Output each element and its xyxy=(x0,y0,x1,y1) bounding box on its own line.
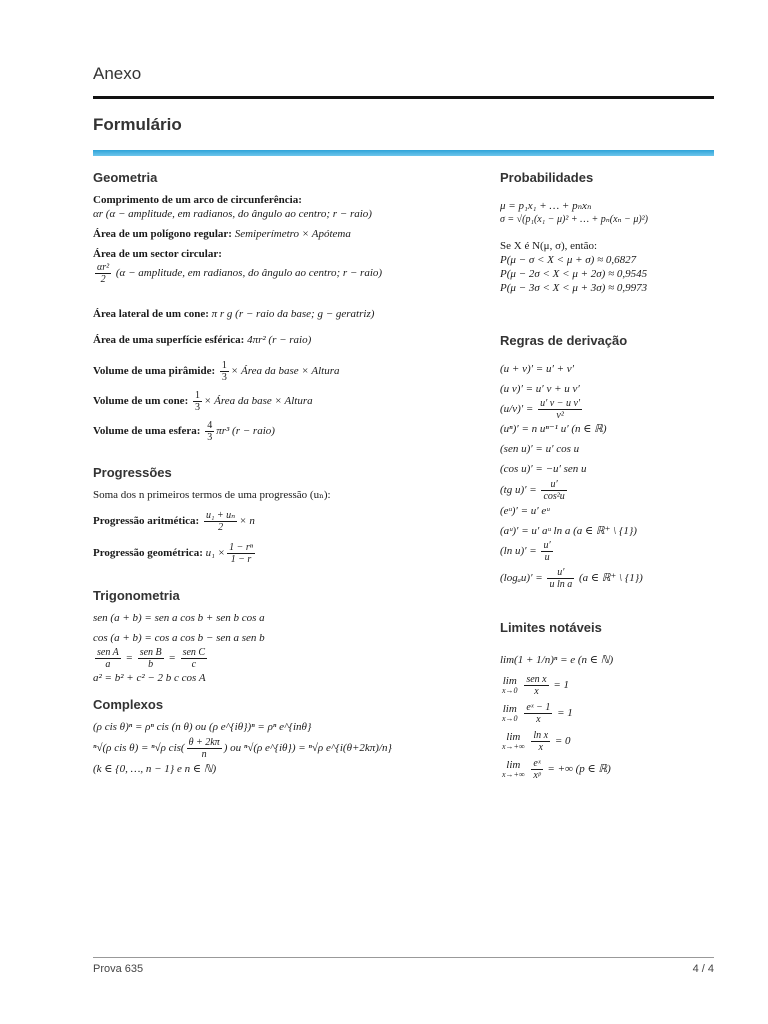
section-derivacao xyxy=(500,333,714,592)
limit-e: lim(1 + 1/n)ⁿ = e (n ∈ ℕ) xyxy=(500,654,614,666)
deriv-ln: (ln u)′ = $\frac{u'}{u}$ xyxy=(500,539,551,563)
deriv-quotient: (u/v)′ = $\frac{\text{u′ v − u v′}}{\text{v²}}$ xyxy=(500,397,581,421)
geom-progression: Progressão geométrica: u₁ × $\frac{\text{1 − rⁿ}}{1 - r}$ xyxy=(93,541,253,565)
section-title: Probabilidades xyxy=(500,170,594,185)
deriv-tan: (tg u)′ = $\frac{u'}{\text{cos²u}}$ xyxy=(500,478,565,502)
cone-volume: Volume de um cone: $\frac{1}{3}$ × Área da base × Altura xyxy=(93,389,313,413)
section-progressoes xyxy=(93,465,473,566)
section-limites xyxy=(500,620,714,783)
deriv-log: (logₐu)′ = $\frac{u'}{\text{u ln a}}$ (a ∈ ℝ⁺ \ {1}) xyxy=(500,566,643,590)
law-of-cosines: a² = b² + c² − 2 b c cos A xyxy=(93,672,206,684)
footer-page-number: 4 / 4 xyxy=(692,963,714,975)
deriv-sum: (u + v)′ = u′ + v′ xyxy=(500,363,575,375)
sphere-surface-area: Área de uma superfície esférica: 4πr² (r − raio) xyxy=(93,334,312,346)
sphere-volume: Volume de uma esfera: $\frac{4}{3}$ πr³ (r − raio) xyxy=(93,419,275,443)
deriv-power: (uⁿ)′ = n uⁿ⁻¹ u′ (n ∈ ℝ) xyxy=(500,423,607,435)
deriv-product: (u v)′ = u′ v + u v′ xyxy=(500,383,580,395)
prob-3sigma: P(μ − 3σ < X < μ + 3σ) ≈ 0,9973 xyxy=(500,282,648,294)
normal-text: Se X é N(μ, σ), então: xyxy=(500,240,598,252)
stddev-formula: σ = √(p₁(x₁ − μ)² + … + pₙ(xₙ − μ)²) xyxy=(500,214,649,225)
prob-2sigma: P(μ − 2σ < X < μ + 2σ) ≈ 0,9545 xyxy=(500,268,648,280)
limit-sin: lim x→0 $\frac{\text{sen x}}{x}$ = 1 xyxy=(502,673,570,697)
deriv-exp: (eᵘ)′ = u′ eᵘ xyxy=(500,505,550,517)
footer-rule xyxy=(93,957,714,958)
complex-f3: (k ∈ {0, …, n − 1} e n ∈ ℕ) xyxy=(93,763,217,775)
law-of-sines: $\frac{\text{sen A}}{a}$ = $\frac{\text{sen B}}{b}$ = $\frac{\text{sen C}}{c}$ xyxy=(97,646,206,670)
arc-label: Comprimento de um arco de circunferência: xyxy=(93,194,302,206)
trig-f2: cos (a + b) = cos a cos b − sen a sen b xyxy=(93,632,265,644)
limit-exp: lim x→0 $\frac{\text{eˣ − 1}}{x}$ = 1 xyxy=(502,701,573,725)
header-rule xyxy=(93,96,714,99)
annex-heading: Anexo xyxy=(93,64,142,83)
arc-formula: αr (α − amplitude, em radianos, do ângulo ao centro; r − raio) xyxy=(93,208,372,220)
title-accent-bar xyxy=(93,150,714,156)
section-trigonometria xyxy=(93,588,473,685)
footer-exam-code: Prova 635 xyxy=(93,963,144,975)
polygon-area: Área de um polígono regular: Semiperímetro × Apótema xyxy=(93,228,351,240)
mean-formula: μ = p₁x₁ + … + pₙxₙ xyxy=(500,200,592,212)
cone-lateral-area: Área lateral de um cone: π r g (r − raio da base; g − geratriz) xyxy=(93,308,375,320)
sum-text: Soma dos n primeiros termos de uma progressão (uₙ): xyxy=(93,489,331,501)
complex-f1: (ρ cis θ)ⁿ = ρⁿ cis (n θ) ou (ρ e^{iθ})ⁿ = ρⁿ e^{inθ} xyxy=(93,721,312,733)
section-title: Trigonometria xyxy=(93,588,180,603)
section-complexos xyxy=(93,697,473,776)
limit-exp-power: lim x→+∞ $\frac{\text{eˣ}}{\text{xᵖ}}$ = +∞ (p ∈ ℝ) xyxy=(502,757,611,781)
section-title: Complexos xyxy=(93,697,164,712)
prob-1sigma: P(μ − σ < X < μ + σ) ≈ 0,6827 xyxy=(500,254,637,266)
section-title: Progressões xyxy=(93,465,172,480)
section-title: Geometria xyxy=(93,170,158,185)
complex-f2: ⁿ√(ρ cis θ) = ⁿ√ρ cis( $\frac{\theta + 2k\pi}{n}$ ) ou ⁿ√(ρ e^{iθ}) = ⁿ√ρ e^{i(θ+2kπ)/n} xyxy=(93,736,392,760)
deriv-sin: (sen u)′ = u′ cos u xyxy=(500,443,580,455)
section-probabilidades xyxy=(500,170,714,295)
trig-f1: sen (a + b) = sen a cos b + sen b cos a xyxy=(93,612,265,624)
sector-label: Área de um sector circular: xyxy=(93,248,222,260)
page-title: Formulário xyxy=(93,115,182,134)
deriv-exp-base: (aᵘ)′ = u′ aᵘ ln a (a ∈ ℝ⁺ \ {1}) xyxy=(500,525,637,537)
sector-formula: $\frac{\text{αr²}}{2}$ (α − amplitude, em radianos, do ângulo ao centro; r − raio) xyxy=(97,261,383,285)
section-geometria xyxy=(93,170,473,443)
arith-progression: Progressão aritmética: $\frac{\text{u₁ + uₙ}}{2}$ × n xyxy=(93,509,255,533)
section-title: Limites notáveis xyxy=(500,620,602,635)
right-column xyxy=(500,170,714,783)
deriv-cos: (cos u)′ = −u′ sen u xyxy=(500,463,587,475)
limit-ln: lim x→+∞ $\frac{\text{ln x}}{x}$ = 0 xyxy=(502,729,571,753)
left-column xyxy=(93,170,473,776)
pyramid-volume: Volume de uma pirâmide: $\frac{1}{3}$ × Área da base × Altura xyxy=(93,359,340,383)
section-title: Regras de derivação xyxy=(500,333,628,348)
